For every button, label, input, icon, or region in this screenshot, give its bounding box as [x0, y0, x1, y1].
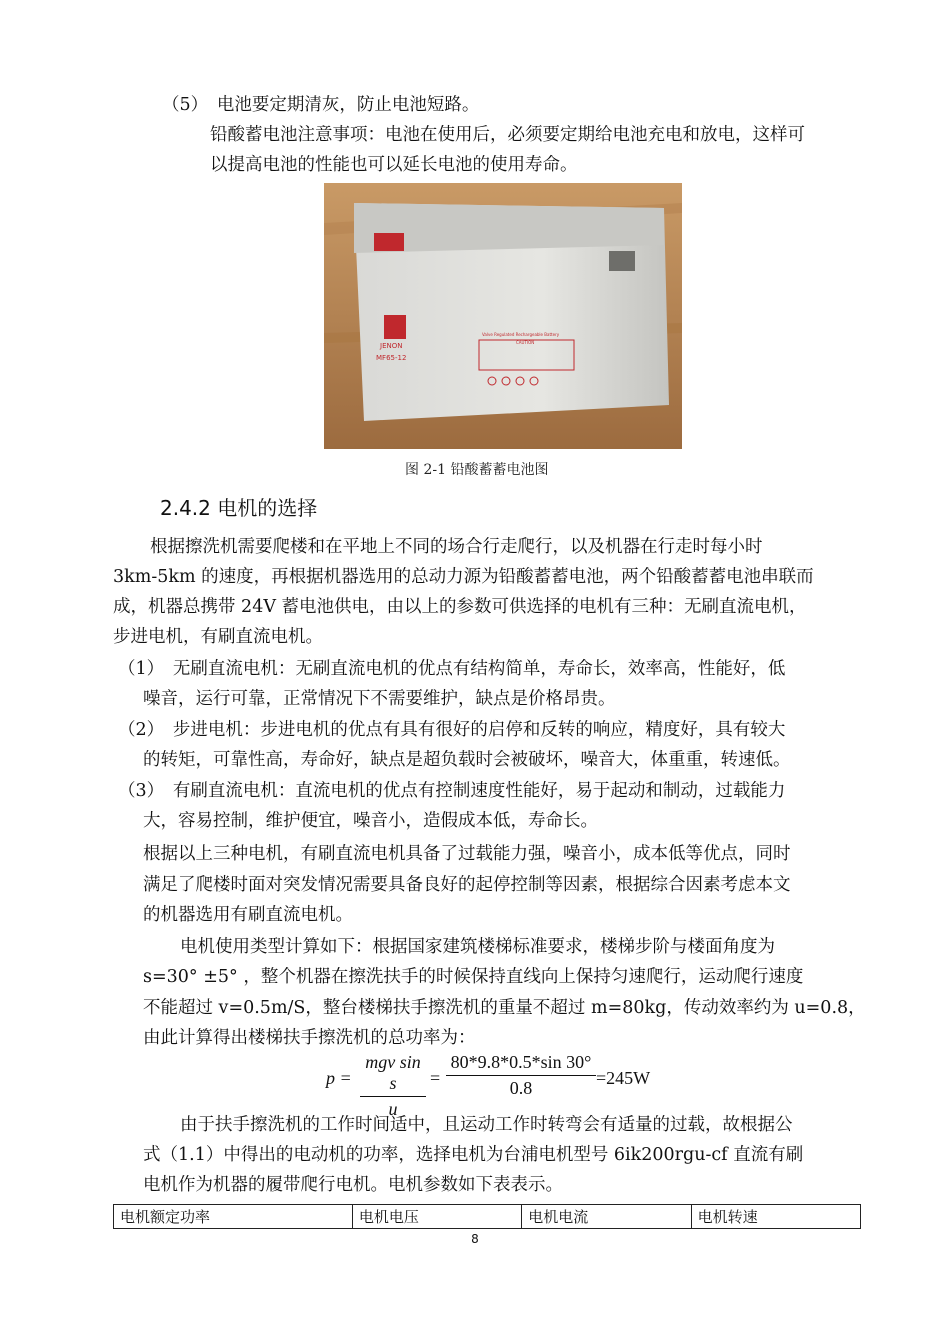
- paragraph-line: 步进电机，有刷直流电机。: [113, 627, 323, 647]
- paragraph-line: 成，机器总携带 24V 蓄电池供电，由以上的参数可供选择的电机有三种：无刷直流电机，: [113, 597, 807, 617]
- list-item-1: （1） 无刷直流电机：无刷直流电机的优点有结构简单，寿命长，效率高，性能好，低: [118, 659, 786, 679]
- formula-numerator-1: mgv sin s: [365, 1052, 421, 1093]
- section-heading: 2.4.2 电机的选择: [160, 496, 318, 520]
- table-header-cell: 电机电流: [522, 1205, 691, 1229]
- paragraph-line: 由此计算得出楼梯扶手擦洗机的总功率为：: [143, 1028, 476, 1048]
- page-number: 8: [471, 1232, 479, 1246]
- paragraph-line: 由于扶手擦洗机的工作时间适中，且运动工作时转弯会有适量的过载，故根据公: [180, 1115, 793, 1135]
- paragraph-line: 式（1.1）中得出的电动机的功率，选择电机为台浦电机型号 6ik200rgu-cf 直流有刷: [143, 1145, 804, 1165]
- table-header-cell: 电机额定功率: [114, 1205, 353, 1229]
- paragraph-line: 根据擦洗机需要爬楼和在平地上不同的场合行走爬行，以及机器在行走时每小时: [150, 537, 763, 557]
- paragraph-line: 3km-5km 的速度，再根据机器选用的总动力源为铅酸蓄蓄电池，两个铅酸蓄蓄电池串联而: [113, 567, 814, 587]
- paragraph-line: 电机作为机器的履带爬行电机。电机参数如下表表示。: [143, 1175, 563, 1195]
- formula-denominator-1: u: [388, 1099, 398, 1119]
- figure-caption: 图 2-1 铅酸蓄蓄电池图: [405, 462, 549, 478]
- table-row: [114, 1205, 861, 1229]
- paragraph-line: 满足了爬楼时面对突发情况需要具备良好的起停控制等因素，根据综合因素考虑本文: [143, 875, 791, 895]
- paragraph-line: 铅酸蓄电池注意事项：电池在使用后，必须要定期给电池充电和放电，这样可: [210, 125, 805, 145]
- power-formula: [324, 1052, 664, 1119]
- paragraph-line: 以提高电池的性能也可以延长电池的使用寿命。: [210, 155, 578, 175]
- list-item-2: （2） 步进电机：步进电机的优点有具有很好的启停和反转的响应，精度好，具有较大: [118, 720, 786, 740]
- formula-equals: =: [430, 1068, 441, 1088]
- list-item-5: （5） 电池要定期清灰，防止电池短路。: [162, 95, 480, 115]
- formula-numerator-2: 80*9.8*0.5*sin 30°: [450, 1052, 592, 1072]
- svg-text:CAUTION: CAUTION: [516, 340, 535, 345]
- svg-text:JENON: JENON: [380, 342, 403, 350]
- formula-fraction-2: [446, 1052, 596, 1099]
- formula-lhs: p =: [326, 1068, 352, 1088]
- formula-fraction-1: [360, 1052, 426, 1120]
- paragraph-line: 大，容易控制，维护便宜，噪音小，造假成本低，寿命长。: [143, 811, 598, 831]
- motor-parameters-table: [113, 1204, 861, 1229]
- paragraph-line: 根据以上三种电机，有刷直流电机具备了过载能力强，噪音小，成本低等优点，同时: [143, 844, 791, 864]
- list-item-3: （3） 有刷直流电机：直流电机的优点有控制速度性能好，易于起动和制动，过载能力: [118, 781, 786, 801]
- table-header-cell: 电机电压: [352, 1205, 521, 1229]
- battery-photo: [324, 183, 682, 449]
- paragraph-line: 不能超过 v=0.5m/S，整台楼梯扶手擦洗机的重量不超过 m=80kg，传动效率约为 u=0.8，: [143, 998, 866, 1018]
- paragraph-line: 噪音，运行可靠，正常情况下不需要维护，缺点是价格昂贵。: [143, 689, 616, 709]
- paragraph-line: 电机使用类型计算如下：根据国家建筑楼梯标准要求，楼梯步阶与楼面角度为: [180, 937, 775, 957]
- paragraph-line: 的转矩，可靠性高，寿命好，缺点是超负载时会被破坏，噪音大，体重重，转速低。: [143, 750, 791, 770]
- table-header-cell: 电机转速: [691, 1205, 860, 1229]
- paragraph-line: s=30° ±5° ，整个机器在擦洗扶手的时候保持直线向上保持匀速爬行，运动爬行速度: [143, 967, 804, 987]
- paragraph-line: 的机器选用有刷直流电机。: [143, 905, 353, 925]
- formula-denominator-2: 0.8: [509, 1078, 533, 1098]
- svg-text:Valve Regulated Rechargeable B: Valve Regulated Rechargeable Battery: [482, 332, 560, 337]
- svg-text:MF65-12: MF65-12: [376, 354, 407, 362]
- formula-result: =245W: [596, 1068, 651, 1088]
